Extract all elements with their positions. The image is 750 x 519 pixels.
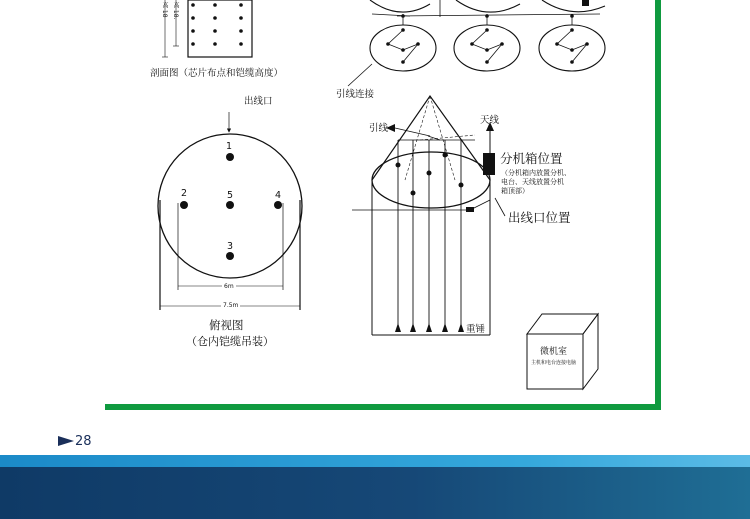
lead-label: 引线 [369, 123, 389, 134]
box-note-line3: 箱顶部） [501, 187, 529, 195]
top-view-subcaption: （仓内铠缆吊装） [186, 335, 274, 348]
top-view-caption: 俯视图 [209, 318, 244, 332]
section-height-label-1: 高 18 [161, 2, 168, 18]
page-number-text: 28 [75, 434, 92, 449]
chevron-right-icon [58, 436, 74, 446]
section-height-label-2: 高 18. [172, 2, 179, 20]
exit-label-top: 出线口 [244, 96, 273, 107]
inner-dimension: 6m [224, 283, 234, 290]
weight-label: 重锤 [466, 324, 486, 335]
point-label-3: 3 [227, 241, 234, 252]
lead-connection-label: 引线连接 [336, 89, 375, 100]
section-caption: 剖面图（芯片布点和铠缆高度） [150, 68, 284, 79]
point-label-5: 5 [227, 190, 234, 201]
control-room-note: 主机和电台连接电脑 [531, 360, 577, 366]
page-number [58, 434, 92, 449]
outer-dimension: 7.5m [223, 302, 239, 309]
box-note-line2: 电台、天线放置分机 [501, 178, 564, 186]
footer-band-dark [0, 467, 750, 519]
point-label-4: 4 [275, 190, 282, 201]
box-note-line1: （分机箱内放置分机、 [501, 169, 571, 177]
antenna-label: 天线 [480, 115, 500, 126]
exit-position-label: 出线口位置 [508, 210, 571, 225]
silo-marks [386, 122, 495, 332]
control-room-title: 微机室 [540, 347, 568, 357]
point-label-2: 2 [181, 188, 188, 199]
box-position-title: 分机箱位置 [500, 151, 563, 166]
point-label-1: 1 [226, 141, 233, 152]
footer-band-light [0, 455, 750, 467]
